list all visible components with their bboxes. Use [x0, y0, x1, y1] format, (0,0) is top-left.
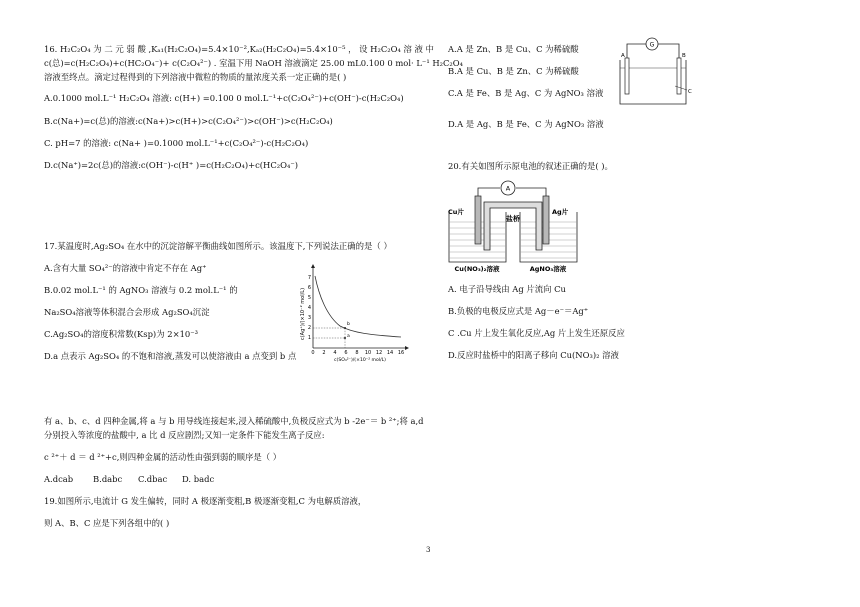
ag-electrode — [543, 196, 549, 244]
q20-option-c: C .Cu 片上发生氧化反应,Ag 片上发生还原反应 — [448, 328, 625, 338]
graph-ytick: 3 — [307, 315, 311, 321]
q19-option-d: D.A 是 Ag、B 是 Fe、C 为 AgNO₃ 溶液 — [448, 119, 604, 129]
cu-electrode-label: Cu片 — [448, 208, 464, 216]
graph-xtick: 4 — [333, 350, 337, 356]
q19-cell-diagram — [615, 30, 695, 110]
q16-stem-line1: 16. H₂C₂O₄ 为 二 元 弱 酸 ,Kₐ₁(H₂C₂O₄)=5.4×10⁻²,Kₐ₂(H₂C₂O₄)=5.4×10⁻⁵ ， 设 H₂C₂O₄ 溶 液 中 — [44, 44, 434, 54]
electrode-a-label: A — [621, 53, 625, 59]
page-number: 3 — [426, 546, 431, 554]
q20-option-b: B.负极的电极反应式是 Ag－e⁻＝Ag⁺ — [448, 306, 589, 316]
q18-stem-line3: c ²⁺＋ d ＝ d ²⁺+c,则四种金属的活动性由强到弱的顺序是（ ） — [44, 452, 282, 462]
q18-option-a: A.dcab — [44, 474, 74, 484]
electrode-a — [625, 58, 629, 94]
graph-y-axis-label: c(Ag⁺)/(×10⁻² mol/L) — [300, 287, 306, 341]
cu-electrode — [475, 196, 481, 244]
q17-option-b-line2: Na₂SO₄溶液等体积混合会形成 Ag₂SO₄沉淀 — [44, 307, 210, 317]
q17-option-b-line1: B.0.02 mol.L⁻¹ 的 AgNO₃ 溶液与 0.2 mol.L⁻¹ 的 — [44, 285, 238, 295]
q16-option-b: B.c(Na+)=c(总)的溶液:c(Na+)>c(H+)>c(C₂O₄²⁻)>c(OH⁻)>c(H₂C₂O₄) — [44, 116, 333, 126]
solubility-curve-graph — [293, 262, 413, 363]
graph-ytick: 7 — [307, 275, 311, 281]
q19-stem-line1: 19.如图所示,电流计 G 发生偏转，同时 A 极逐渐变粗,B 极逐渐变粗,C 为电解质溶液， — [44, 496, 367, 506]
q19-option-b: B.A 是 Cu、B 是 Zn、C 为稀硫酸 — [448, 66, 579, 76]
left-solution-label: Cu(NO₃)₂溶液 — [454, 265, 500, 273]
q16-stem-line3: 溶液至终点。滴定过程得到的下列溶液中微粒的物质的量浓度关系一定正确的是( ) — [44, 72, 347, 82]
q20-option-d: D.反应时盐桥中的阳离子移向 Cu(NO₃)₂ 溶液 — [448, 350, 619, 360]
graph-xtick: 12 — [375, 350, 383, 356]
electrode-b-label: B — [682, 53, 686, 59]
q17-option-d: D.a 点表示 Ag₂SO₄ 的不饱和溶液,蒸发可以使溶液由 a 点变到 b 点 — [44, 351, 297, 361]
q16-option-c: C. pH=7 的溶液: c(Na+ )=0.1000 mol.L⁻¹+c(C₂O₄²⁻)-c(H₂C₂O₄) — [44, 138, 309, 148]
graph-xtick: 0 — [311, 350, 315, 356]
q16-option-a: A.0.1000 mol.L⁻¹ H₂C₂O₄ 溶液: c(H+) =0.100 0 mol.L⁻¹+c(C₂O₄²⁻)+c(OH⁻)-c(H₂C₂O₄) — [44, 93, 404, 103]
q18-option-b: B.dabc — [93, 474, 123, 484]
ammeter-label: A — [505, 184, 511, 193]
graph-point-a — [344, 337, 346, 339]
graph-xtick: 2 — [322, 350, 326, 356]
graph-xtick: 8 — [355, 350, 359, 356]
graph-xtick: 6 — [344, 350, 348, 356]
electrode-b — [677, 58, 681, 94]
q19-option-a: A.A 是 Zn、B 是 Cu、C 为稀硫酸 — [448, 44, 579, 54]
q18-option-c: C.dbac — [138, 474, 168, 484]
q18-stem-line1: 有 a、b、c、d 四种金属,将 a 与 b 用导线连接起来,浸入稀硫酸中,负极反应式为 b -2e⁻＝ b ²⁺;将 a,d — [44, 416, 424, 426]
graph-point-b-label: b — [347, 322, 350, 327]
graph-xtick: 14 — [386, 350, 394, 356]
graph-point-b — [344, 327, 346, 329]
graph-ytick: 1 — [307, 335, 311, 341]
graph-ytick: 6 — [307, 285, 311, 291]
graph-x-axis-label: c(SO₄²⁻)/(×10⁻² mol/L) — [334, 358, 386, 363]
q17-stem: 17.某温度时,Ag₂SO₄ 在水中的沉淀溶解平衡曲线如图所示。该温度下,下列说法正确的是（ ） — [44, 241, 392, 251]
graph-xtick: 10 — [364, 350, 372, 356]
beaker-outline — [620, 60, 686, 104]
q20-stem: 20.有关如图所示原电池的叙述正确的是( )。 — [448, 161, 613, 171]
graph-ytick: 5 — [307, 295, 311, 301]
electrolyte-label: C — [688, 89, 692, 95]
q20-cell-diagram — [444, 178, 594, 274]
q20-option-a: A. 电子沿导线由 Ag 片流向 Cu — [448, 284, 566, 294]
galvanometer-label: G — [649, 41, 655, 49]
graph-ytick: 2 — [307, 325, 311, 331]
salt-bridge-label: 盐桥 — [506, 215, 520, 223]
q16-option-d: D.c(Na⁺)=2c(总)的溶液:c(OH⁻)-c(H⁺ )=c(H₂C₂O₄)+c(HC₂O₄⁻) — [44, 160, 299, 170]
q17-option-c: C.Ag₂SO₄的溶度积常数(Ksp)为 2×10⁻³ — [44, 329, 199, 339]
right-solution-label: AgNO₃溶液 — [529, 265, 567, 273]
graph-xtick: 16 — [397, 350, 405, 356]
q16-stem-line2: c(总)=c(H₂C₂O₄)+c(HC₂O₄⁻)+ c(C₂O₄²⁻) . 室温下用 NaOH 溶液滴定 25.00 mL0.100 0 mol· L⁻¹ H₂C₂O₄ — [44, 58, 463, 68]
q19-stem-line2: 则 A、B、C 应是下列各组中的( ) — [44, 518, 170, 528]
q18-option-d: D. badc — [182, 474, 215, 484]
q17-option-a: A.含有大量 SO₄²⁻的溶液中肯定不存在 Ag⁺ — [44, 263, 207, 273]
ag-electrode-label: Ag片 — [552, 208, 569, 216]
q19-option-c: C.A 是 Fe、B 是 Ag、C 为 AgNO₃ 溶液 — [448, 88, 604, 98]
graph-point-a-label: a — [347, 334, 350, 339]
q18-stem-line2: 分别投入等浓度的盐酸中, a 比 d 反应剧烈;又知一定条件下能发生离子反应: — [44, 430, 325, 440]
graph-ytick: 4 — [307, 305, 311, 311]
salt-bridge — [484, 202, 542, 250]
